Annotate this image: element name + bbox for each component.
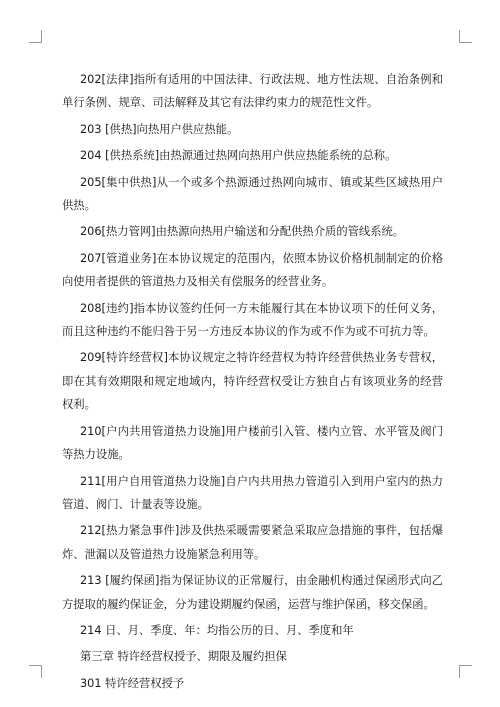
definition-206: 206[热力管网]由热源向热用户输送和分配供热介质的管线系统。 <box>80 225 405 239</box>
crop-mark-top-left <box>29 30 42 43</box>
definition-204: 204 [供热系统]由热源通过热网向热用户供应热能系统的总称。 <box>80 149 397 163</box>
definition-203: 203 [供热]向热用户供应热能。 <box>80 122 239 136</box>
section-301-heading: 301 特许经营权授予 <box>80 676 185 690</box>
definition-209: 209[特许经营权]本协议规定之特许经营权为特许经营供热业务专营权，即在其有效期限和规定地域内，特许经营权受让方独自占有该项业务的经营权利。 <box>62 351 443 412</box>
definition-202: 202[法律]指所有适用的中国法律、行政法规、地方性法规、自治条例和单行条例、规章、司法解释及其它有法律约束力的规范性文件。 <box>62 73 443 110</box>
definition-207: 207[管道业务]在本协议规定的范围内，依照本协议价格机制制定的价格向使用者提供的管道热力及相关有偿服务的经营业务。 <box>62 251 443 289</box>
definition-212: 212[热力紧急事件]涉及供热采暖需要紧急采取应急措施的事件，包括爆炸、泄漏以及管道热力设施紧急利用等。 <box>62 524 443 561</box>
definition-205: 205[集中供热]从一个或多个热源通过热网向城市、镇或某些区域热用户供热。 <box>62 175 443 213</box>
definition-213: 213 [履约保函]指为保证协议的正常履行，由金融机构通过保函形式向乙方提取的履约保证金，分为建设期履约保函，运营与维护保函，移交保函。 <box>62 574 443 611</box>
crop-mark-bottom-left <box>29 665 42 678</box>
definition-208: 208[违约]指本协议签约任何一方未能履行其在本协议项下的任何义务，而且这种违约不能归咎于另一方违反本协议的作为或不作为或不可抗力等。 <box>62 301 443 339</box>
definition-211: 211[用户自用管道热力设施]自户内共用热力管道引入到用户室内的热力管道、阀门、计量表等设施。 <box>62 474 443 511</box>
chapter-3-heading: 第三章 特许经营权授予、期限及履约担保 <box>80 650 287 664</box>
definition-210: 210[户内共用管道热力设施]用户楼前引入管、楼内立管、水平管及阀门等热力设施。 <box>62 424 443 462</box>
definition-214: 214 日、月、季度、年：均指公历的日、月、季度和年 <box>80 623 354 637</box>
crop-mark-top-right <box>459 30 472 43</box>
document-body <box>62 68 443 695</box>
crop-mark-bottom-right <box>459 665 472 678</box>
